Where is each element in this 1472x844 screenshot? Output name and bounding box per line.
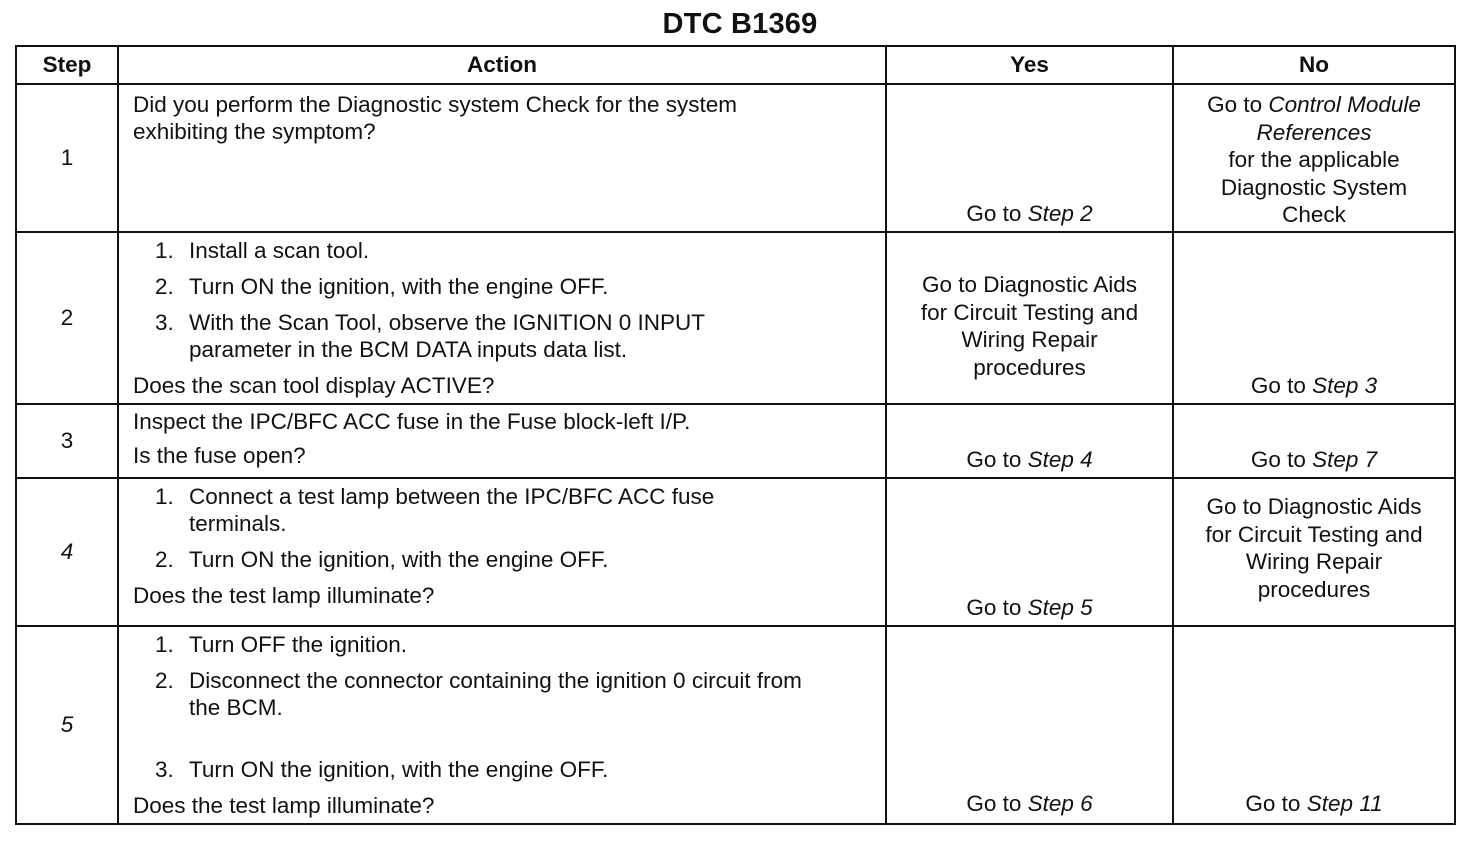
yes-result: Go to Step 2 — [966, 200, 1093, 226]
action-question: Does the test lamp illuminate? — [133, 793, 435, 818]
no-result: Go to Control Module References for the applicable Diagnostic System Check — [1207, 92, 1421, 227]
yes-cell — [886, 84, 1173, 232]
step-link[interactable]: Step 3 — [1312, 372, 1378, 398]
action-list — [133, 631, 875, 783]
no-cell — [1173, 478, 1455, 626]
table-row — [16, 626, 1455, 824]
step-link[interactable]: Step 4 — [1027, 446, 1093, 472]
control-module-references-link[interactable]: Control Module References — [1256, 92, 1421, 145]
no-cell — [1173, 626, 1455, 824]
yes-result: Go to Step 6 — [966, 790, 1093, 816]
table-row — [16, 232, 1455, 404]
action-list — [133, 483, 875, 573]
table-row — [16, 84, 1455, 232]
step-link[interactable]: Step 6 — [1027, 790, 1093, 816]
yes-cell — [886, 404, 1173, 478]
no-result[interactable]: Go to Diagnostic Aids for Circuit Testing and Wiring Repair procedures — [1205, 494, 1423, 602]
yes-result: Go to Step 5 — [966, 594, 1093, 620]
action-text: Inspect the IPC/BFC ACC fuse in the Fuse block-left I/P. — [133, 409, 691, 434]
page-title: DTC B1369 — [662, 8, 818, 40]
action-question: Does the test lamp illuminate? — [133, 583, 435, 608]
step-link[interactable]: Step 2 — [1027, 200, 1093, 226]
step-number: 1 — [16, 84, 118, 232]
action-question: Does the scan tool display ACTIVE? — [133, 373, 495, 398]
header-yes: Yes — [886, 46, 1173, 84]
header-step: Step — [16, 46, 118, 84]
table-header-row — [16, 46, 1455, 84]
no-cell — [1173, 84, 1455, 232]
no-result: Go to Step 11 — [1245, 790, 1383, 816]
table-row — [16, 478, 1455, 626]
action-text: Did you perform the Diagnostic system Check for the system exhibiting the symptom? — [133, 92, 737, 144]
no-cell — [1173, 404, 1455, 478]
list-item: 3. Turn ON the ignition, with the engine OFF. — [155, 757, 609, 782]
list-item: 3. With the Scan Tool, observe the IGNITION 0 INPUT parameter in the BCM DATA inputs data list. — [155, 310, 705, 362]
step-link[interactable]: Step 11 — [1306, 790, 1383, 816]
action-list — [133, 237, 875, 363]
no-result: Go to Step 3 — [1250, 372, 1378, 398]
step-number: 3 — [16, 404, 118, 478]
step-number: 2 — [16, 232, 118, 404]
step-number: 4 — [16, 478, 118, 626]
header-no: No — [1173, 46, 1455, 84]
action-question: Is the fuse open? — [133, 443, 306, 468]
yes-result[interactable]: Go to Diagnostic Aids for Circuit Testing and Wiring Repair procedures — [920, 272, 1139, 380]
yes-cell — [886, 232, 1173, 404]
action-cell — [118, 478, 886, 626]
step-link[interactable]: Step 7 — [1312, 446, 1378, 472]
yes-cell — [886, 626, 1173, 824]
action-cell — [118, 404, 886, 478]
yes-cell — [886, 478, 1173, 626]
step-number: 5 — [16, 626, 118, 824]
action-cell — [118, 232, 886, 404]
list-item: 2. Turn ON the ignition, with the engine OFF. — [155, 547, 609, 572]
action-cell — [118, 84, 886, 232]
list-item: 2. Disconnect the connector containing the ignition 0 circuit from the BCM. — [155, 668, 802, 720]
action-cell — [118, 626, 886, 824]
list-item: 1. Connect a test lamp between the IPC/BFC ACC fuse terminals. — [155, 484, 715, 536]
list-item: 1. Turn OFF the ignition. — [155, 632, 408, 657]
step-link[interactable]: Step 5 — [1027, 594, 1093, 620]
no-result: Go to Step 7 — [1250, 446, 1378, 472]
table-row — [16, 404, 1455, 478]
yes-result: Go to Step 4 — [966, 446, 1093, 472]
list-item: 2. Turn ON the ignition, with the engine OFF. — [155, 274, 609, 299]
header-action: Action — [118, 46, 886, 84]
diagnostic-table — [15, 45, 1456, 825]
list-item: 1. Install a scan tool. — [155, 238, 370, 263]
no-cell — [1173, 232, 1455, 404]
